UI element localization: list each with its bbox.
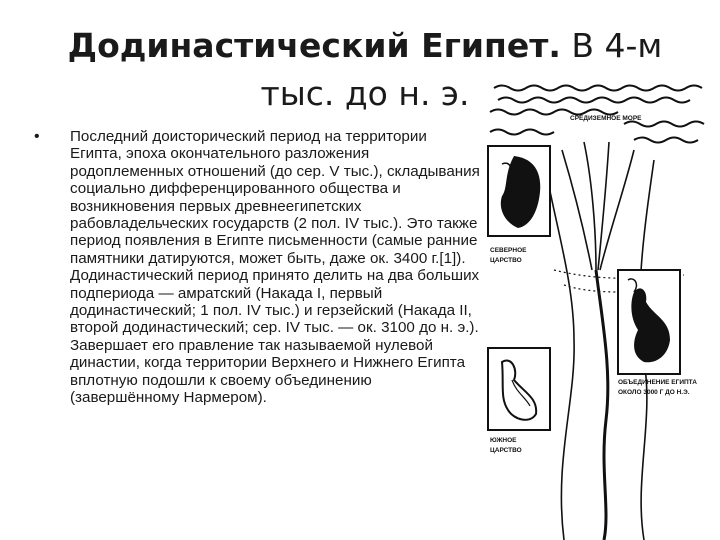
egypt-map-illustration (484, 80, 714, 540)
sea-label: СРЕДИЗЕМНОЕ МОРЕ (570, 115, 642, 122)
unification-label-line2: ОКОЛО 3000 Г ДО Н.Э. (618, 389, 690, 396)
unification-label-line1: ОБЪЕДИНЕНИЕ ЕГИПТА (618, 379, 697, 386)
unification-inset (618, 270, 680, 374)
north-kingdom-label-line1: СЕВЕРНОЕ (490, 247, 527, 254)
body-paragraph: Последний доисторический период на территории Египта, эпоха окончательного разложения родоплеменных отношений (до сер. V тыс.), складывания социально дифференцированного общества и возникновения первых древнеегипетских рабовладельческих государств (2 пол. IV тыс.). Это также период появления в Египте письменности (самые ранние памятники датируются, может быть, даже ок. 3400 г.[1]). Додинастический период принято делить на два больших подпериода — амратский (Накада I, первый додинастический; 1 пол. IV тыс.) и герзейский (Накада II, второй додинастический; сер. IV тыс. — ок. 3100 до н. э.). Завершает его правление так называемой нулевой династии, когда территории Верхнего и Нижнего Египта вплотную подошли к своему объединению (завершённому Нармером). (70, 128, 480, 407)
south-kingdom-inset (488, 348, 550, 430)
south-kingdom-label-line2: ЦАРСТВО (490, 447, 522, 454)
south-kingdom-label-line1: ЮЖНОЕ (490, 437, 517, 444)
sea-waves (490, 86, 704, 143)
north-kingdom-inset (488, 146, 550, 236)
north-kingdom-label-line2: ЦАРСТВО (490, 257, 522, 264)
bullet-marker: • (34, 128, 40, 145)
title-regular-part: В 4-м тыс. до н. э. (260, 26, 663, 113)
title-bold-part: Додинастический Египет. (67, 26, 561, 65)
